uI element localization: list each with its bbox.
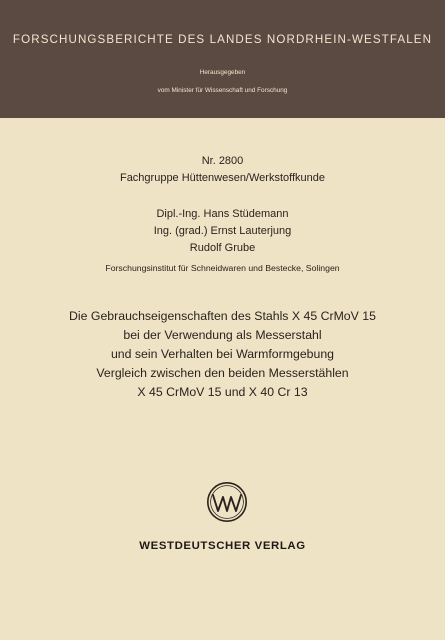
publisher-imprint: WESTDEUTSCHER VERLAG: [139, 540, 306, 552]
publisher-name: vom Minister für Wissenschaft und Forschung: [157, 87, 288, 94]
author-3: Rudolf Grube: [189, 242, 256, 254]
series-title: FORSCHUNGSBERICHTE DES LANDES NORDRHEIN-WESTFALEN: [12, 33, 433, 46]
title-line: bei der Verwendung als Messerstahl: [123, 328, 322, 342]
westdeutscher-verlag-logo-icon: [206, 481, 248, 523]
report-number: Nr. 2800: [201, 155, 244, 167]
edited-by-label: Herausgegeben: [199, 69, 246, 76]
title-line: Die Gebrauchseigenschaften des Stahls X 45 CrMoV 15: [69, 309, 376, 323]
title-line: Vergleich zwischen den beiden Messerstählen: [96, 366, 349, 380]
title-line: und sein Verhalten bei Warmformgebung: [110, 347, 335, 361]
title-line: X 45 CrMoV 15 und X 40 Cr 13: [137, 385, 308, 399]
subject-group: Fachgruppe Hüttenwesen/Werkstoffkunde: [119, 172, 326, 184]
institute: Forschungsinstitut für Schneidwaren und Bestecke, Solingen: [105, 263, 340, 273]
series-banner: [0, 0, 445, 118]
author-1: Dipl.-Ing. Hans Stüdemann: [156, 208, 289, 220]
author-2: Ing. (grad.) Ernst Lauterjung: [153, 225, 292, 237]
